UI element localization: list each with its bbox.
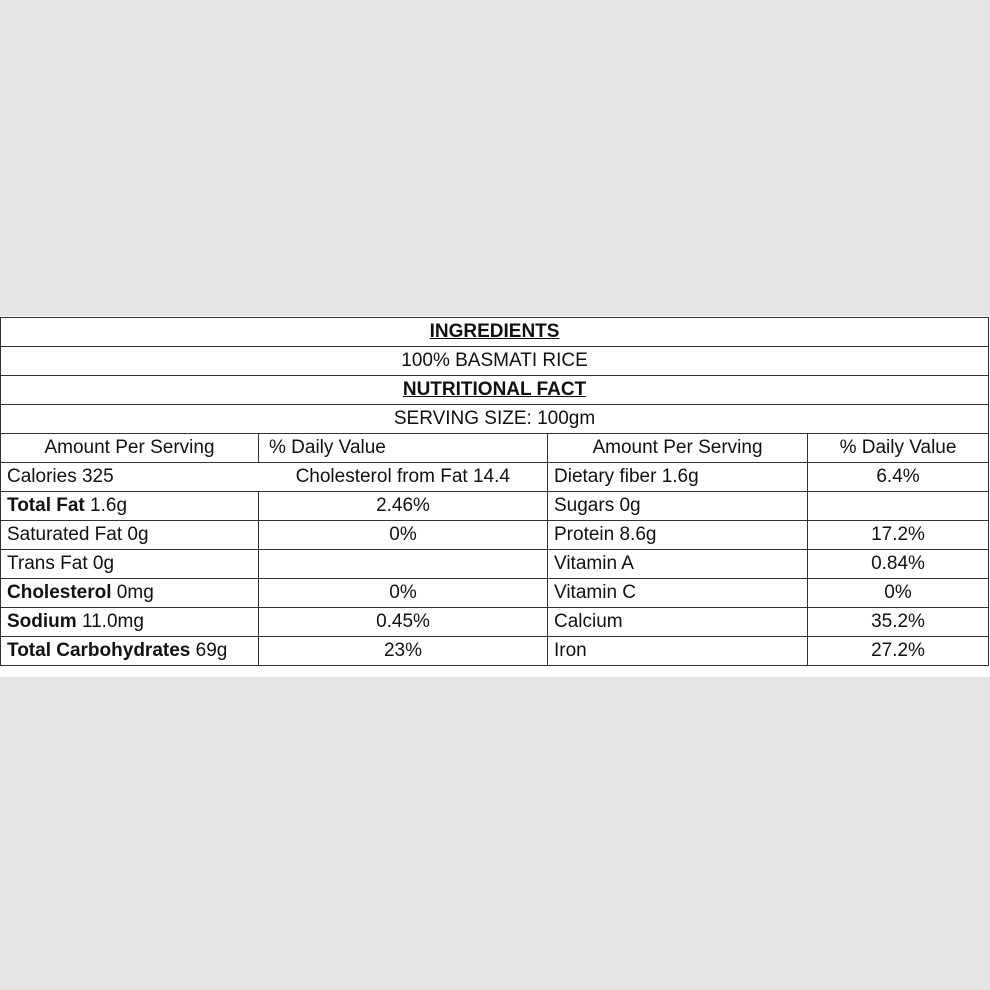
serving-size: SERVING SIZE: 100gm [1,405,989,434]
nutrient-dv: 2.46% [259,492,548,521]
left-dv-header: % Daily Value [259,434,548,463]
left-amount-header: Amount Per Serving [1,434,259,463]
nutrient-name: Cholesterol [7,582,112,603]
nutrient-amount: Saturated Fat 0g [7,524,149,545]
table-row [1,550,989,579]
nutrient-dv: 0% [259,521,548,550]
nutrient-dv: 0.45% [259,608,548,637]
right-nutrient-name: Vitamin C [548,579,808,608]
table-row [1,637,989,666]
nutrient-amount: 0mg [111,582,154,603]
right-dv-header: % Daily Value [808,434,989,463]
nutrient-amount: Trans Fat 0g [7,553,115,574]
ingredients-heading: INGREDIENTS [429,321,560,342]
calories-row [1,463,989,492]
right-nutrient-dv: 27.2% [808,637,989,666]
nutrition-label-sheet [0,316,990,677]
nutrient-name: Sodium [7,611,77,632]
nutrient-amount: 69g [190,640,228,661]
cholesterol-from-fat: Cholesterol from Fat 14.4 [259,463,548,492]
nutrient-name: Total Fat [7,495,85,516]
right-nutrient-name: Protein 8.6g [548,521,808,550]
right-nutrient-name: Iron [548,637,808,666]
serving-size-row [1,405,989,434]
ingredients-text-row [1,347,989,376]
right-nutrient-name: Sugars 0g [548,492,808,521]
right-nutrient-dv: 0% [808,579,989,608]
right-nutrient-dv: 17.2% [808,521,989,550]
nutrition-table [0,317,989,666]
right-amount-header: Amount Per Serving [548,434,808,463]
dietary-fiber-label: Dietary fiber 1.6g [548,463,808,492]
table-row [1,521,989,550]
right-nutrient-dv: 35.2% [808,608,989,637]
nutrient-dv [259,550,548,579]
nutrient-dv: 23% [259,637,548,666]
table-row [1,608,989,637]
ingredients-heading-row [1,318,989,347]
nutrient-amount: 1.6g [84,495,128,516]
table-row [1,579,989,608]
nutrient-amount: 11.0mg [76,611,144,632]
nutrient-name: Total Carbohydrates [7,640,191,661]
right-nutrient-name: Vitamin A [548,550,808,579]
right-nutrient-dv: 0.84% [808,550,989,579]
nutrition-heading-row [1,376,989,405]
right-nutrient-dv [808,492,989,521]
calories-label: Calories 325 [1,463,259,492]
dietary-fiber-dv: 6.4% [808,463,989,492]
right-nutrient-name: Calcium [548,608,808,637]
column-header-row [1,434,989,463]
nutrient-dv: 0% [259,579,548,608]
nutrition-heading: NUTRITIONAL FACT [402,379,587,400]
table-row [1,492,989,521]
ingredients-text: 100% BASMATI RICE [1,347,989,376]
